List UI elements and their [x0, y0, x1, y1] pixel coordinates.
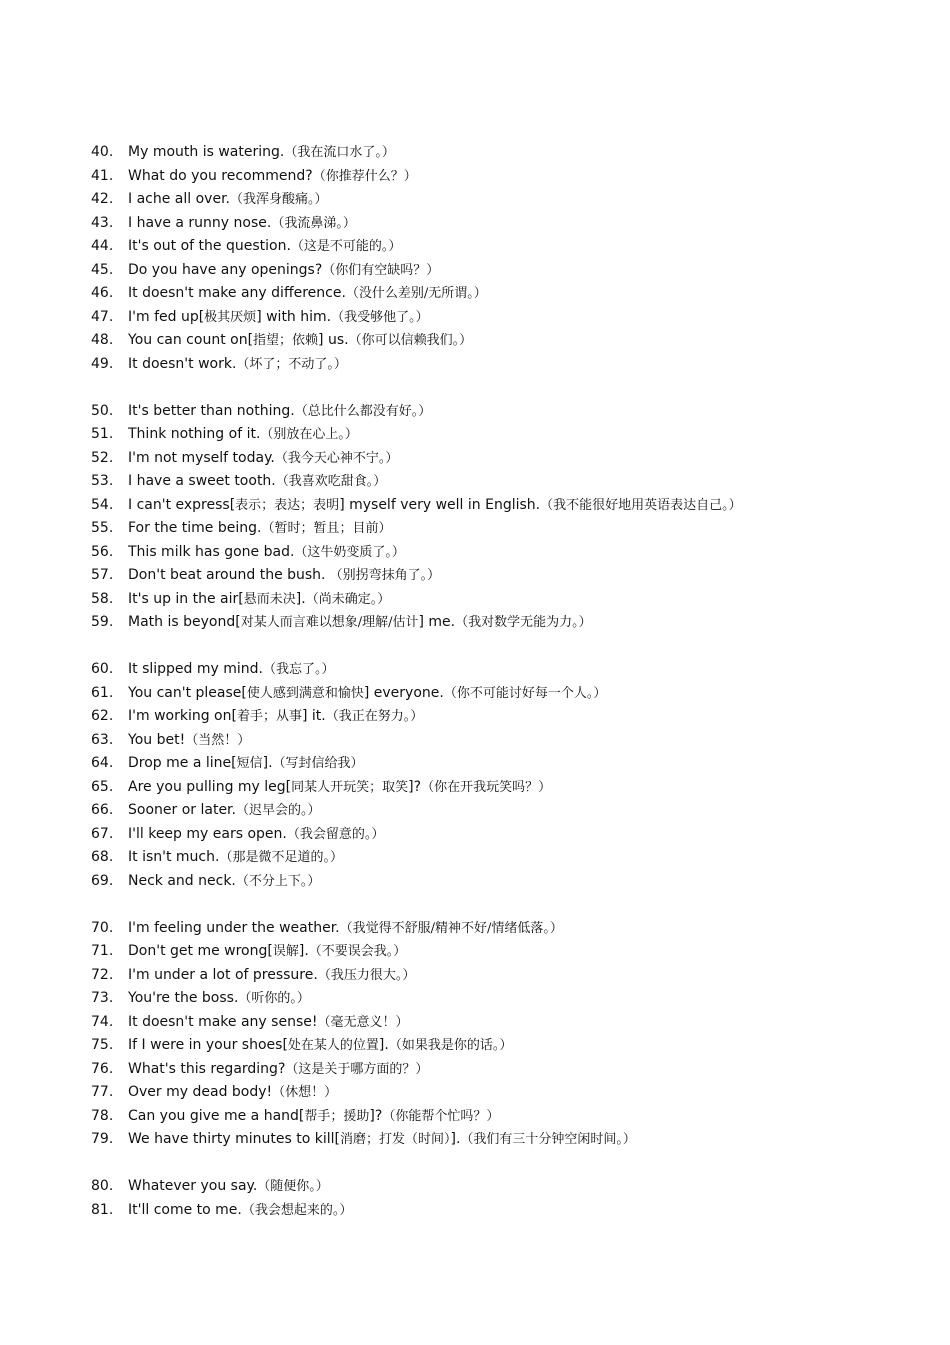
english-phrase: I'm working on[	[128, 708, 237, 724]
english-phrase: ].	[450, 1131, 461, 1147]
phrase-number: 64.	[91, 755, 114, 771]
english-phrase: It doesn't work.	[128, 355, 237, 372]
english-phrase: ]?	[369, 1107, 383, 1124]
phrase-item	[91, 212, 931, 236]
phrase-item	[91, 282, 931, 306]
phrase-number: 77.	[91, 1084, 114, 1100]
phrase-item	[91, 752, 931, 776]
phrase-number: 74.	[91, 1013, 114, 1030]
phrase-item	[91, 165, 931, 189]
phrase-number: 67.	[91, 825, 114, 842]
english-phrase: It slipped my mind.	[128, 661, 263, 677]
phrase-number: 54.	[91, 496, 114, 513]
phrase-item	[91, 799, 931, 823]
chinese-gloss: 极其厌烦	[204, 309, 257, 325]
phrase-item	[91, 1011, 931, 1035]
phrase-number: 49.	[91, 355, 114, 372]
phrase-item	[91, 447, 931, 471]
phrase-number: 81.	[91, 1201, 114, 1218]
chinese-gloss: （我喜欢吃甜食。）	[275, 474, 387, 489]
chinese-gloss: （暂时；暂且；目前）	[261, 521, 392, 536]
phrase-item	[91, 729, 931, 753]
group-spacer	[91, 635, 931, 659]
english-phrase: You bet!	[128, 731, 186, 748]
chinese-gloss: （随便你。）	[257, 1179, 329, 1194]
phrase-number: 73.	[91, 990, 114, 1006]
chinese-gloss: 短信	[236, 756, 263, 771]
chinese-gloss: （我在流口水了。）	[284, 145, 395, 160]
english-phrase: I have a sweet tooth.	[128, 473, 276, 489]
english-phrase: You can't please[	[128, 684, 247, 701]
english-phrase: ] with him.	[256, 308, 332, 325]
english-phrase: ].	[378, 1037, 389, 1053]
phrase-item	[91, 940, 931, 964]
chinese-gloss: （这是关于哪方面的？）	[285, 1061, 429, 1077]
phrase-number: 46.	[91, 285, 114, 301]
phrase-item	[91, 259, 931, 283]
phrase-number: 44.	[91, 238, 114, 254]
english-phrase: I'm not myself today.	[128, 449, 275, 466]
phrase-item	[91, 870, 931, 894]
phrase-item	[91, 329, 931, 353]
english-phrase: Do you have any openings?	[128, 261, 323, 278]
phrase-item	[91, 1081, 931, 1105]
english-phrase: We have thirty minutes to kill[	[128, 1131, 340, 1147]
chinese-gloss: （迟早会的。）	[235, 803, 321, 818]
english-phrase: Whatever you say.	[128, 1178, 258, 1194]
phrase-number: 76.	[91, 1060, 114, 1077]
chinese-gloss: （你在开我玩笑吗？）	[421, 779, 552, 795]
english-phrase: What's this regarding?	[128, 1060, 286, 1077]
english-phrase: ].	[295, 590, 306, 607]
phrase-number: 41.	[91, 167, 114, 184]
english-phrase: ] myself very well in English.	[339, 496, 541, 513]
phrase-item	[91, 588, 931, 612]
english-phrase: I'm feeling under the weather.	[128, 919, 340, 936]
phrase-item	[91, 541, 931, 565]
chinese-gloss: （我会想起来的。）	[241, 1202, 353, 1218]
phrase-item	[91, 188, 931, 212]
phrase-item	[91, 1199, 931, 1223]
chinese-gloss: 帮手；援助	[304, 1108, 370, 1124]
chinese-gloss: （我会留意的。）	[286, 826, 385, 842]
chinese-gloss: （我受够他了。）	[331, 309, 429, 325]
chinese-gloss: （写封信给我）	[272, 756, 364, 771]
english-phrase: It's up in the air[	[128, 590, 244, 607]
phrase-item	[91, 470, 931, 494]
chinese-gloss: （我今天心神不宁。）	[274, 450, 399, 466]
chinese-gloss: （你可以信赖我们。）	[348, 333, 473, 348]
phrase-number: 57.	[91, 567, 114, 583]
english-phrase: ] us.	[318, 332, 349, 348]
phrase-item	[91, 141, 931, 165]
chinese-gloss: （听你的。）	[238, 991, 310, 1006]
phrase-item	[91, 400, 931, 424]
phrase-item	[91, 611, 931, 635]
english-phrase: It doesn't make any difference.	[128, 285, 346, 301]
phrase-item	[91, 494, 931, 518]
phrase-number: 80.	[91, 1178, 114, 1194]
chinese-gloss: （这是不可能的。）	[290, 239, 402, 254]
phrase-number: 56.	[91, 543, 114, 560]
chinese-gloss: （我们有三十分钟空闲时间。）	[460, 1132, 636, 1147]
english-phrase: I can't express[	[128, 496, 236, 513]
english-phrase: My mouth is watering.	[128, 144, 285, 160]
chinese-gloss: （坏了；不动了。）	[236, 356, 347, 372]
chinese-gloss: 误解	[272, 944, 299, 959]
chinese-gloss: 着手；从事	[236, 709, 302, 724]
phrase-item	[91, 705, 931, 729]
phrase-number: 75.	[91, 1037, 114, 1053]
phrase-item	[91, 917, 931, 941]
chinese-gloss: （那是微不足道的。）	[219, 850, 343, 865]
phrase-item	[91, 1105, 931, 1129]
phrase-item	[91, 964, 931, 988]
chinese-gloss: （你推荐什么？）	[312, 168, 417, 184]
phrase-item	[91, 1175, 931, 1199]
phrase-item	[91, 682, 931, 706]
chinese-gloss: （我压力很大。）	[317, 967, 416, 983]
english-phrase: I have a runny nose.	[128, 214, 272, 231]
phrase-number: 43.	[91, 214, 114, 231]
english-phrase: Think nothing of it.	[128, 426, 261, 442]
chinese-gloss: 指望；依赖	[253, 333, 319, 348]
english-phrase: I'm under a lot of pressure.	[128, 966, 318, 983]
phrase-item	[91, 423, 931, 447]
phrase-number: 72.	[91, 966, 114, 983]
chinese-gloss: 同某人开玩笑；取笑	[291, 779, 409, 795]
chinese-gloss: （你能帮个忙吗？）	[382, 1108, 500, 1124]
chinese-gloss: （休想！）	[272, 1085, 338, 1100]
group-spacer	[91, 376, 931, 400]
phrase-number: 59.	[91, 614, 114, 630]
chinese-gloss: （你们有空缺吗？）	[322, 262, 440, 278]
english-phrase: Don't get me wrong[	[128, 943, 273, 959]
phrase-number: 71.	[91, 943, 114, 959]
phrase-number: 51.	[91, 426, 114, 442]
phrase-number: 55.	[91, 520, 114, 536]
chinese-gloss: （如果我是你的话。）	[388, 1038, 513, 1053]
chinese-gloss: 表示；表达；表明	[235, 497, 340, 513]
phrase-list	[91, 141, 931, 1222]
english-phrase: Sooner or later.	[128, 802, 236, 818]
phrase-item	[91, 846, 931, 870]
chinese-gloss: 悬而未决	[243, 591, 296, 607]
phrase-number: 78.	[91, 1107, 114, 1124]
phrase-number: 53.	[91, 473, 114, 489]
chinese-gloss: （你不可能讨好每一个人。）	[443, 685, 607, 701]
phrase-number: 79.	[91, 1131, 114, 1147]
english-phrase: It's better than nothing.	[128, 402, 295, 419]
phrase-number: 68.	[91, 849, 114, 865]
english-phrase: ]?	[408, 778, 422, 795]
chinese-gloss: （毫无意义！）	[317, 1014, 409, 1030]
chinese-gloss: 使人感到满意和愉快	[246, 685, 364, 701]
phrase-item	[91, 658, 931, 682]
english-phrase: It'll come to me.	[128, 1201, 242, 1218]
english-phrase: It doesn't make any sense!	[128, 1013, 318, 1030]
phrase-number: 40.	[91, 144, 114, 160]
english-phrase: Drop me a line[	[128, 755, 237, 771]
chinese-gloss: （我忘了。）	[262, 662, 335, 677]
phrase-number: 60.	[91, 661, 114, 677]
english-phrase: This milk has gone bad.	[128, 543, 295, 560]
phrase-number: 50.	[91, 402, 114, 419]
phrase-number: 61.	[91, 684, 114, 701]
phrase-item	[91, 235, 931, 259]
english-phrase: Are you pulling my leg[	[128, 778, 292, 795]
phrase-number: 52.	[91, 449, 114, 466]
phrase-item	[91, 823, 931, 847]
group-spacer	[91, 1152, 931, 1176]
phrase-item	[91, 564, 931, 588]
chinese-gloss: （没什么差别/无所谓。）	[345, 286, 487, 301]
chinese-gloss: （我觉得不舒服/精神不好/情绪低落。）	[339, 920, 563, 936]
english-phrase: ] it.	[301, 708, 326, 724]
english-phrase: ].	[298, 943, 309, 959]
chinese-gloss: 对某人而言难以想象/理解/估计	[240, 615, 419, 630]
chinese-gloss: （尚未确定。）	[305, 591, 391, 607]
chinese-gloss: （当然！）	[185, 732, 251, 748]
chinese-gloss: （不分上下。）	[235, 873, 321, 889]
chinese-gloss: （总比什么都没有好。）	[294, 403, 432, 419]
phrase-number: 70.	[91, 919, 114, 936]
phrase-number: 65.	[91, 778, 114, 795]
chinese-gloss: 消磨；打发（时间）	[339, 1132, 451, 1147]
phrase-item	[91, 1128, 931, 1152]
english-phrase: ].	[262, 755, 273, 771]
english-phrase: I ache all over.	[128, 191, 230, 207]
english-phrase: Neck and neck.	[128, 872, 236, 889]
english-phrase: Over my dead body!	[128, 1084, 273, 1100]
group-spacer	[91, 893, 931, 917]
chinese-gloss: （这牛奶变质了。）	[294, 544, 405, 560]
chinese-gloss: （我流鼻涕。）	[271, 215, 356, 231]
chinese-gloss: （不要误会我。）	[308, 944, 407, 959]
chinese-gloss: （我正在努力。）	[325, 709, 424, 724]
english-phrase: Math is beyond[	[128, 614, 241, 630]
english-phrase: I'll keep my ears open.	[128, 825, 287, 842]
phrase-number: 63.	[91, 731, 114, 748]
phrase-item	[91, 776, 931, 800]
chinese-gloss: （我不能很好地用英语表达自己。）	[540, 497, 742, 513]
english-phrase: If I were in your shoes[	[128, 1037, 288, 1053]
chinese-gloss: （我对数学无能为力。）	[455, 615, 592, 630]
chinese-gloss: 处在某人的位置	[287, 1038, 379, 1053]
phrase-number: 42.	[91, 191, 114, 207]
chinese-gloss: （别放在心上。）	[260, 427, 358, 442]
phrase-number: 45.	[91, 261, 114, 278]
chinese-gloss: （我浑身酸痛。）	[230, 192, 328, 207]
phrase-number: 47.	[91, 308, 114, 325]
phrase-number: 66.	[91, 802, 114, 818]
english-phrase: ] me.	[418, 614, 456, 630]
english-phrase: I'm fed up[	[128, 308, 205, 325]
english-phrase: Can you give me a hand[	[128, 1107, 305, 1124]
phrase-number: 58.	[91, 590, 114, 607]
phrase-item	[91, 517, 931, 541]
english-phrase: It isn't much.	[128, 849, 220, 865]
phrase-item	[91, 1058, 931, 1082]
phrase-number: 69.	[91, 872, 114, 889]
english-phrase: Don't beat around the bush.	[128, 567, 326, 583]
phrase-item	[91, 353, 931, 377]
phrase-number: 62.	[91, 708, 114, 724]
chinese-gloss: （别拐弯抹角了。）	[325, 568, 441, 583]
english-phrase: For the time being.	[128, 520, 262, 536]
phrase-item	[91, 306, 931, 330]
english-phrase: What do you recommend?	[128, 167, 313, 184]
english-phrase: You can count on[	[128, 332, 254, 348]
english-phrase: ] everyone.	[363, 684, 444, 701]
english-phrase: It's out of the question.	[128, 238, 291, 254]
phrase-item	[91, 987, 931, 1011]
phrase-number: 48.	[91, 332, 114, 348]
english-phrase: You're the boss.	[128, 990, 239, 1006]
phrase-item	[91, 1034, 931, 1058]
